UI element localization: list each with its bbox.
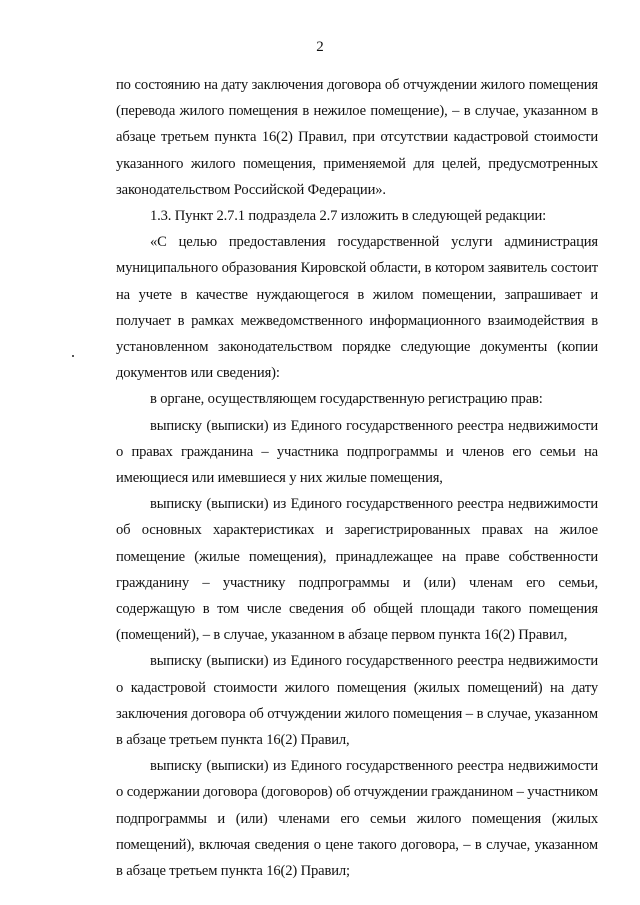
paragraph-registration-authority: в органе, осуществляющем государственную регистрацию прав:: [150, 391, 543, 408]
paragraph-extract-cadastral-value: выписку (выписки) из Единого государственного реестра недвижимости о кадастровой стоимости жилого помещения (жилых помещений) на дату заключения договора об отчуждении жилого помещения – в случае, указанном в абзаце третьем пункта 16(2) Правил,: [116, 653, 598, 749]
paragraph-amendment-heading: 1.3. Пункт 2.7.1 подраздела 2.7 изложить в следующей редакции:: [150, 208, 547, 225]
document-body: [116, 72, 598, 884]
paragraph-extract-contract: выписку (выписки) из Единого государственного реестра недвижимости о содержании договора (договоров) об отчуждении гражданином – участником подпрограммы и (или) членами его семьи жилого помещения (жилых помещений), включая сведения о цене такого договора, – в случае, указанном в абзаце третьем пункта 16(2) Правил;: [116, 758, 598, 880]
paragraph-extract-rights: выписку (выписки) из Единого государственного реестра недвижимости о правах гражданина – участника подпрограммы и членов его семьи на имеющиеся или имевшиеся у них жилые помещения,: [116, 417, 598, 487]
paragraph-extract-characteristics: выписку (выписки) из Единого государственного реестра недвижимости об основных характеристиках и зарегистрированных правах на жилое помещение (жилые помещения), принадлежащее на праве собственности гражданину – участнику подпрограммы и (или) членам его семьи, содержащую в том числе сведения об общей площади такого помещения (помещений), – в случае, указанном в абзаце первом пункта 16(2) Правил,: [116, 496, 598, 644]
page-number: 2: [316, 39, 324, 55]
paragraph-continuation: по состоянию на дату заключения договора об отчуждении жилого помещения (перевода жилого помещения в нежилое помещение), – в случае, указанном в абзаце третьем пункта 16(2) Правил, при отсутствии кадастровой стоимости указанного жилого помещения, применяемой для целей, предусмотренных законодательством Российской Федерации».: [116, 77, 598, 198]
scan-artifact-dot: [72, 355, 74, 357]
paragraph-service-purpose: «С целью предоставления государственной услуги администрация муниципального образования Кировской области, в котором заявитель состоит на учете в качестве нуждающегося в жилом помещении, запрашивает и получает в рамках межведомственного информационного взаимодействия в установленном законодательством порядке следующие документы (копии документов или сведения):: [116, 234, 598, 382]
